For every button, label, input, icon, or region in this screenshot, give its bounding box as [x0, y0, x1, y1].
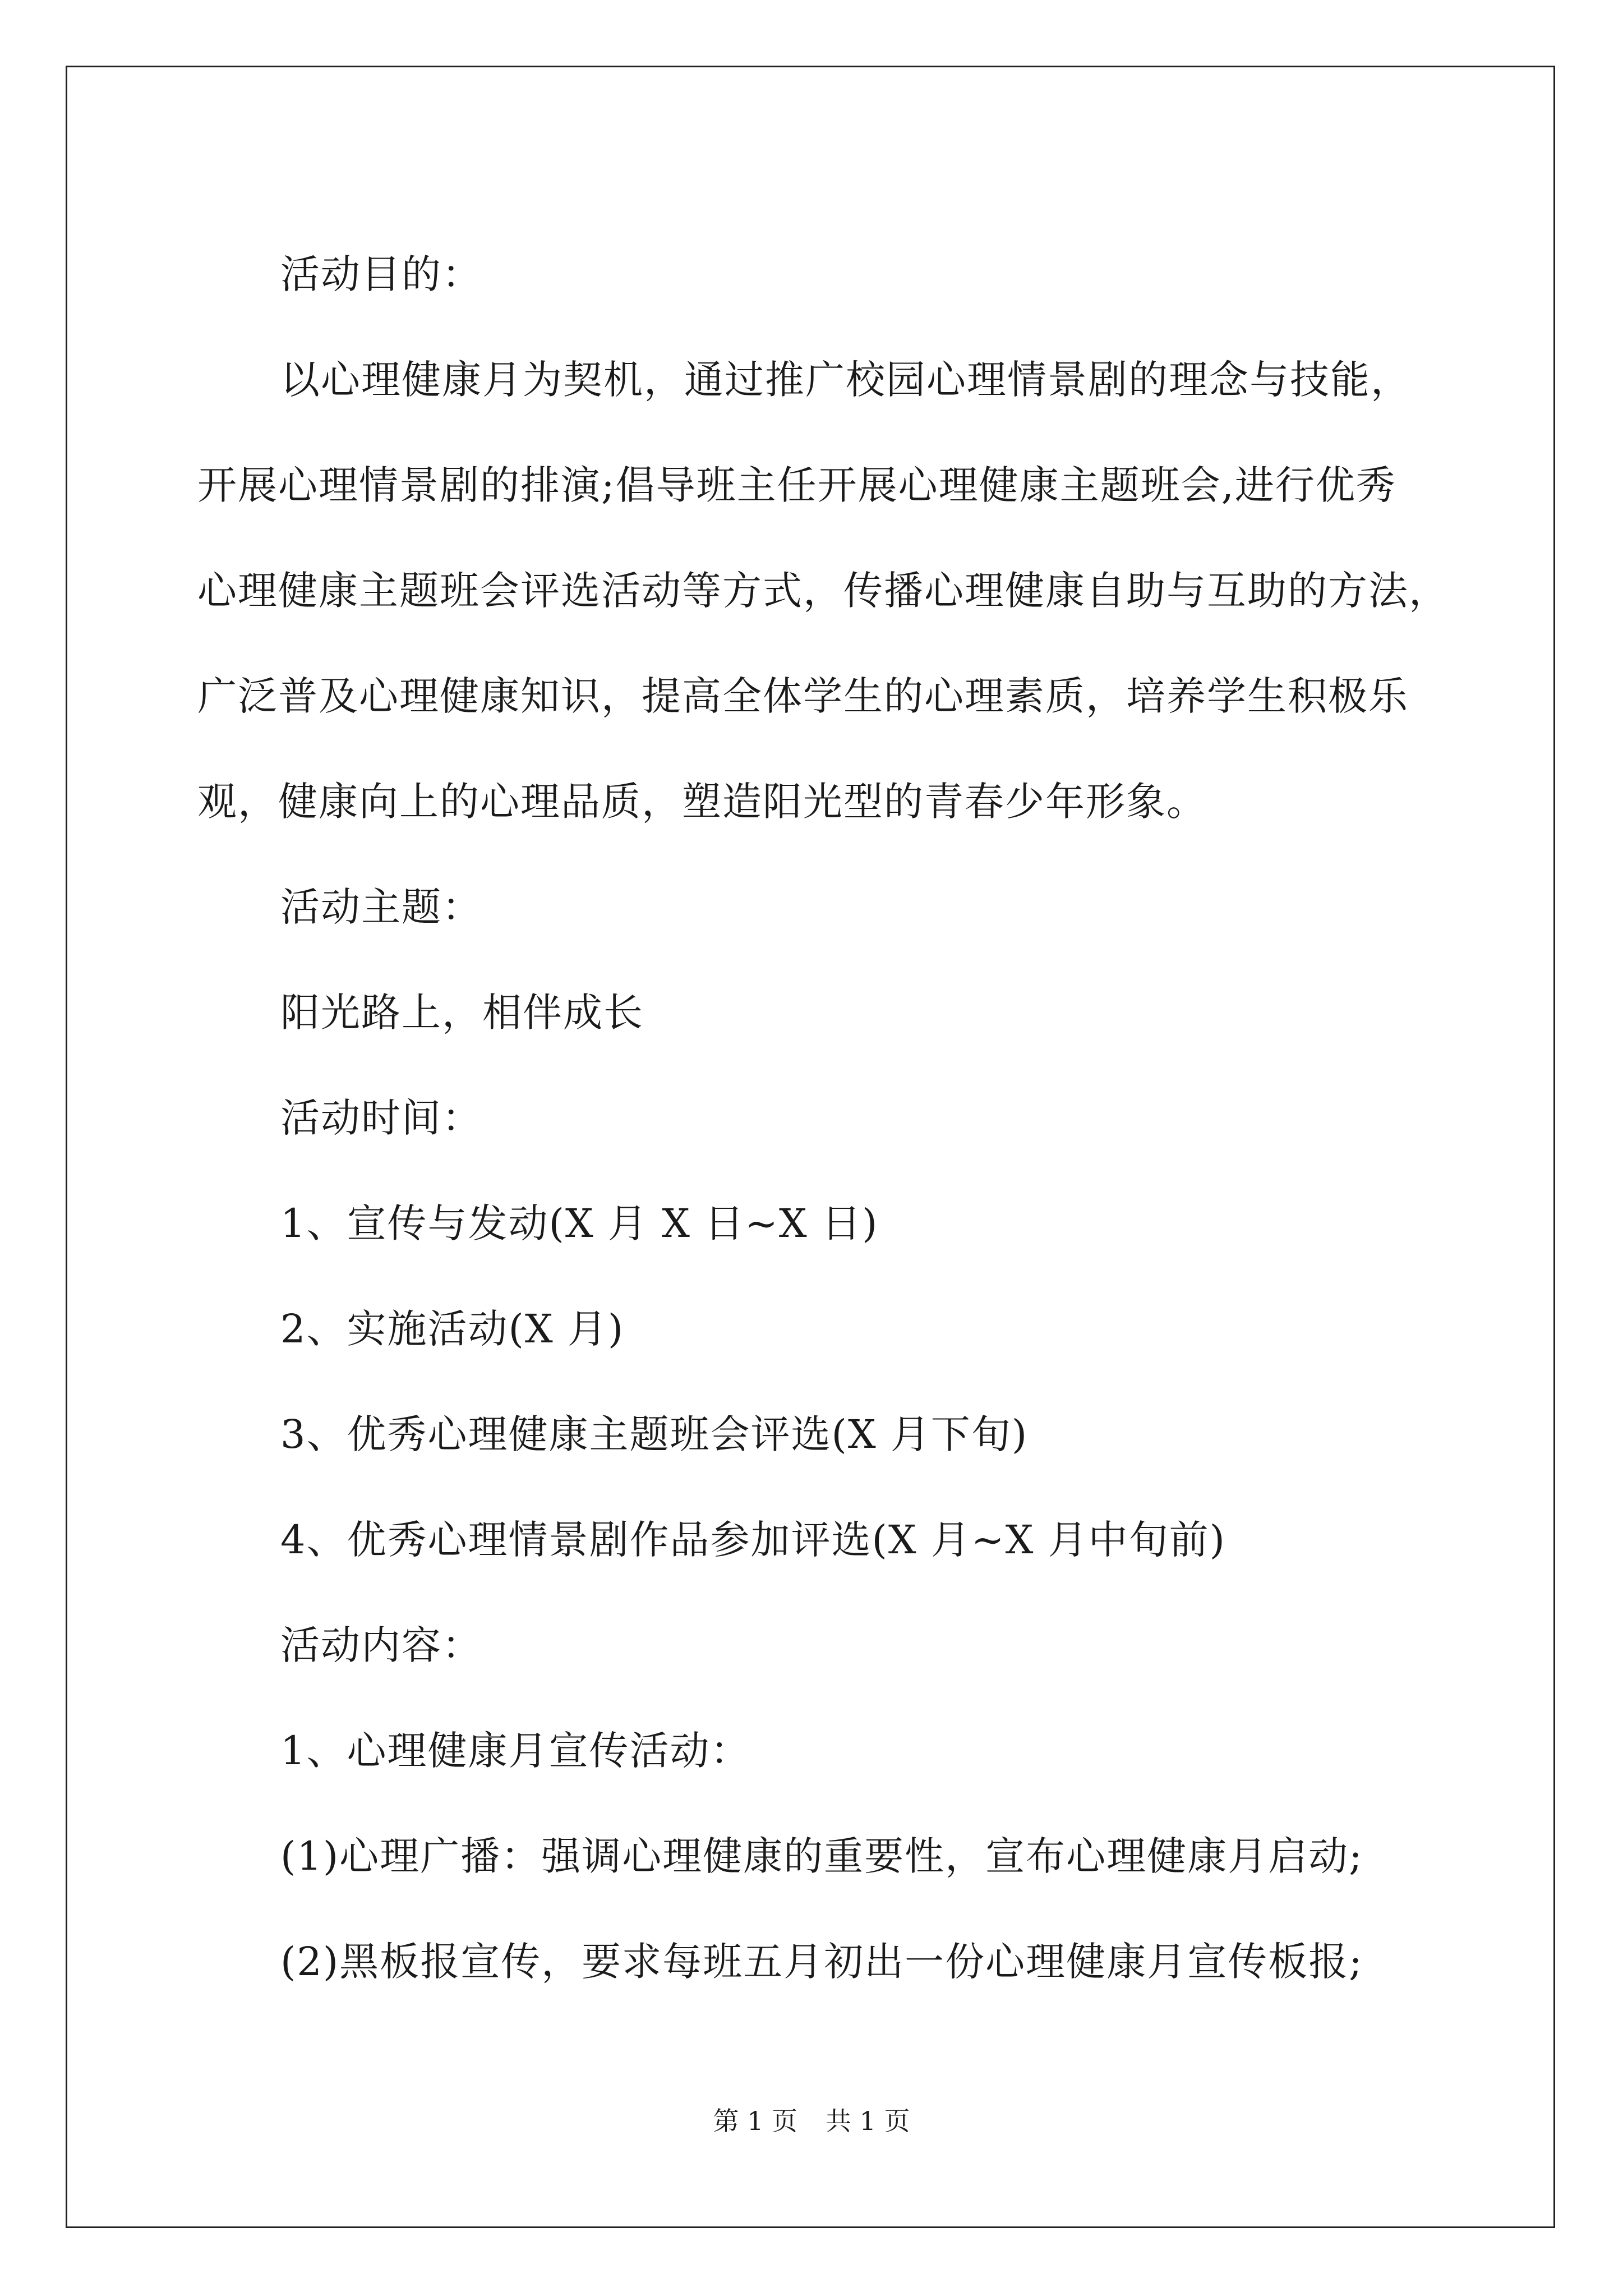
time-item-3: 3、优秀心理健康主题班会评选(X 月下旬)	[280, 1411, 1029, 1457]
purpose-line-4: 广泛普及心理健康知识，提高全体学生的心理素质，培养学生积极乐	[197, 673, 1409, 719]
page-total: 共 1 页	[826, 2106, 910, 2136]
purpose-line-1: 以心理健康月为契机，通过推广校园心理情景剧的理念与技能，	[280, 357, 1411, 403]
purpose-line-3: 心理健康主题班会评选活动等方式，传播心理健康自助与互助的方法，	[197, 568, 1449, 614]
page-footer	[0, 2101, 1623, 2138]
content-item-1: 1、心理健康月宣传活动：	[280, 1728, 751, 1774]
time-item-1: 1、宣传与发动(X 月 X 日~X 日)	[280, 1200, 879, 1246]
document-body	[197, 222, 1454, 2014]
heading-content: 活动内容：	[280, 1622, 482, 1668]
content-subitem-1: (1)心理广播：强调心理健康的重要性，宣布心理健康月启动;	[280, 1833, 1363, 1879]
heading-time: 活动时间：	[280, 1095, 482, 1141]
time-item-2: 2、实施活动(X 月)	[280, 1306, 625, 1352]
theme-text: 阳光路上，相伴成长	[280, 990, 644, 1036]
heading-purpose: 活动目的：	[280, 251, 482, 297]
page-number: 第 1 页	[713, 2106, 797, 2136]
heading-theme: 活动主题：	[280, 884, 482, 930]
time-item-4: 4、优秀心理情景剧作品参加评选(X 月~X 月中旬前)	[280, 1517, 1226, 1563]
content-subitem-2: (2)黑板报宣传，要求每班五月初出一份心理健康月宣传板报;	[280, 1939, 1363, 1985]
purpose-line-2: 开展心理情景剧的排演;倡导班主任开展心理健康主题班会,进行优秀	[197, 462, 1396, 508]
purpose-line-5: 观，健康向上的心理品质，塑造阳光型的青春少年形象。	[197, 779, 1207, 825]
